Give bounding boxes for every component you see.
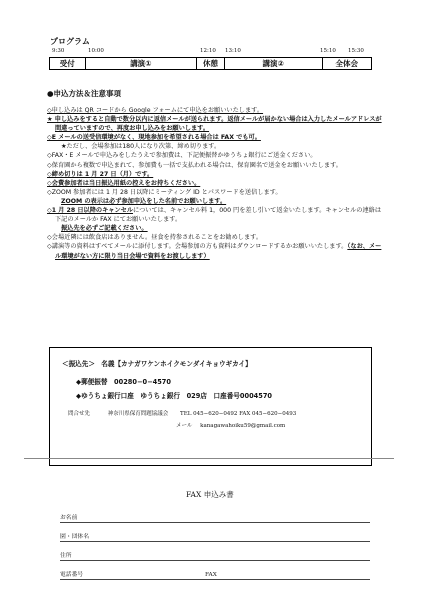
mail-line [176, 421, 285, 429]
time-label: 15:30 [348, 48, 364, 54]
postal-transfer: ◆郵便振替 00280−0−4570 [76, 378, 171, 386]
time-label: 15:10 [320, 48, 336, 54]
schedule-cell: 休憩 [197, 58, 225, 70]
time-label: 9:30 [52, 48, 65, 54]
fax-phone-label: 電話番号 [60, 572, 84, 578]
note-item: ★ただし、会場参加は180人になり次第、締め切ります。 [61, 143, 221, 151]
time-label: 12:10 [200, 48, 216, 54]
note-item [47, 242, 382, 260]
schedule-cell: 全体会 [322, 58, 371, 70]
notes-list [47, 106, 382, 261]
fax-affiliation-field[interactable] [60, 531, 370, 542]
schedule-cell: 講演① [85, 58, 197, 70]
fax-number-label: FAX [205, 572, 217, 578]
contact-phone: TEL 045−620−0492 FAX 045−620−0493 [180, 411, 297, 417]
note-item: ◇会場近隣には飲食店はありません。昼食を持参されることをお勧めします。 [47, 234, 263, 242]
note-item: ◇申し込みは QR コードから Google フォームにて申込をお願いいたします。 [47, 107, 264, 114]
note-item: ★ 申し込みをすると自動で数分以内に返信メールが送られます。返信メールが届かない場合は入力したメールアドレスが間違っていますので、再度お申し込みをお願いします。 [47, 116, 382, 133]
fax-form-title: FAX 申込み書 [186, 490, 234, 499]
payment-label: ＜振込先＞ [62, 360, 95, 368]
time-label: 10:00 [88, 48, 104, 54]
contact-label: 問合せ先 [68, 411, 91, 417]
note-item: 振込先を必ずご記載ください。 [61, 225, 148, 233]
bank-account: ◆ゆうちょ銀行口座 ゆうちょ銀行 029店 口座番号0004570 [76, 392, 273, 400]
payment-box [49, 347, 372, 466]
mail-address: kanagawahoiku59@gmail.com [200, 423, 286, 429]
notes-title: ●申込方法＆注意事項 [47, 89, 122, 98]
schedule-cell: 受付 [50, 58, 86, 70]
materials-text: ◇講演等の資料はすべてメールに添付します。会場参加の方も資料はダウンロードするかお願いいたします。 [47, 243, 348, 251]
note-item: ◇FAX・E メールで申込みをしたうえで参加費は、下記便振替かゆうちょ銀行にご送金ください。 [47, 152, 317, 160]
schedule-cell: 講演② [224, 58, 322, 70]
schedule-table [49, 57, 372, 70]
fax-name-field[interactable] [60, 512, 370, 523]
note-item: ◇E メールの送受信環境がなく、現地参加を希望される場合は FAX でも可。 [47, 134, 261, 142]
note-item [47, 206, 382, 224]
note-item: ◇締め切りは 1 月 27 日（月）です。 [47, 170, 154, 178]
note-item: ◇会費参加者は当日振込用紙の控えをお持ちください。 [47, 179, 201, 187]
program-title: プログラム [50, 37, 90, 46]
fax-name-label: お名前 [60, 515, 78, 521]
note-item: ◇ZOOM 参加者には 1 月 28 日以降にミーティング ID とパスワードを送信します。 [47, 188, 282, 196]
mail-label: メール [176, 423, 193, 429]
note-item: ZOOM の表示は必ず参加申込をした名前でお願いします。 [61, 197, 227, 205]
fax-phone-field[interactable] [60, 569, 370, 580]
materials-note: （なお、メール環境がない方に限り当日会場で資料をお渡しします） [55, 243, 382, 260]
fax-address-field[interactable] [60, 550, 370, 561]
fax-address-label: 住所 [60, 553, 72, 559]
contact-org: 神奈川県保育問題協議会 [107, 411, 169, 417]
payment-header [62, 358, 252, 368]
time-label: 13:10 [225, 48, 241, 54]
cancel-text: については、キャンセル料 1，000 円を差し引いて返金いたします。キャンセルの連絡は下記のメールか FAX にてお願いいたします。 [55, 207, 382, 224]
payment-account-name: 名義【カナガワケンホイクモンダイキョウギカイ】 [101, 360, 252, 368]
contact-line [68, 409, 296, 417]
fax-affiliation-label: 園・団体名 [60, 534, 89, 540]
section-divider [24, 458, 394, 460]
note-item: ◇保育園から複数で申込まれて、参加費も一括で支払われる場合は、保育園名で送金をお願いいたします。 [47, 161, 342, 169]
cancel-date: ◇1 月 28 日以降のキャンセル [47, 207, 134, 215]
